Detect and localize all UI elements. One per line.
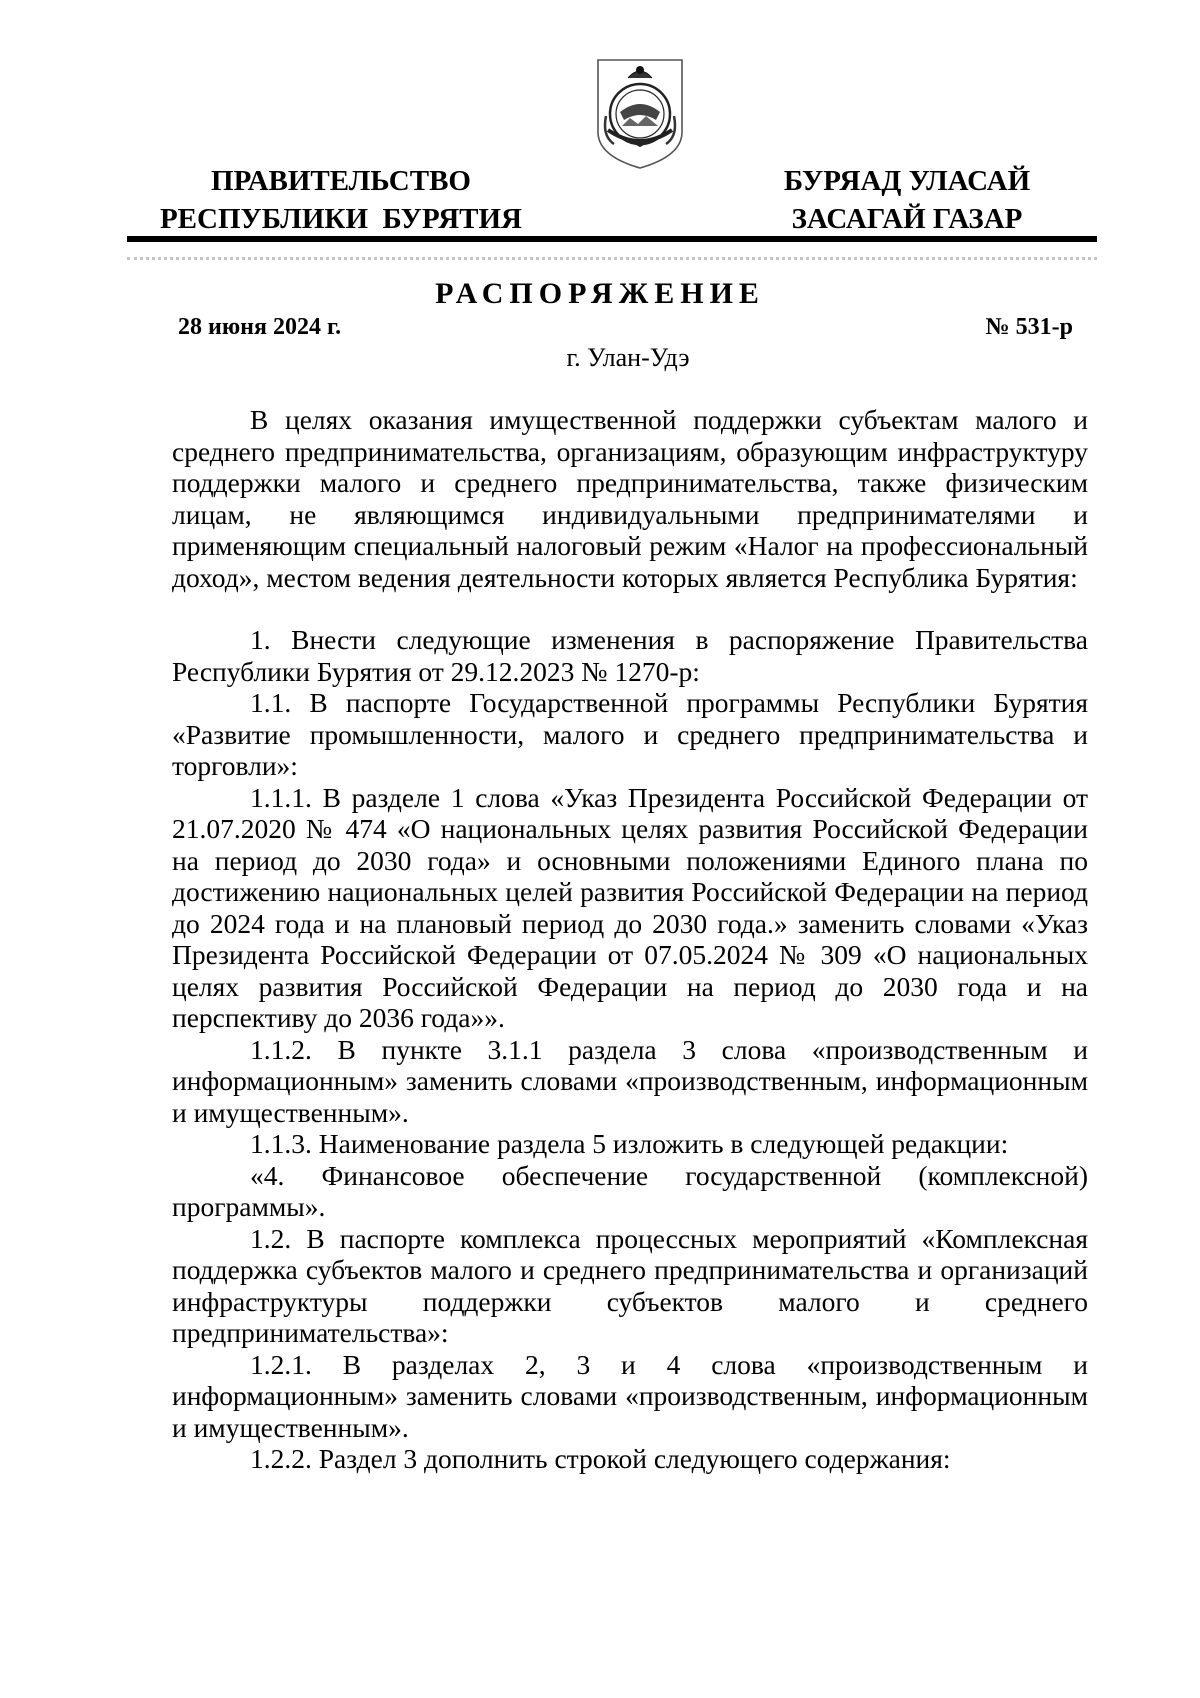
paragraph-1-2-2: 1.2.2. Раздел 3 дополнить строкой следующего содержания: bbox=[250, 1443, 951, 1474]
coat-of-arms-icon bbox=[594, 56, 686, 172]
paragraph-1-2-1: 1.2.1. В разделах 2, 3 и 4 слова «производственным и информационным» заменить словами «производственным, информационным и имущественным». bbox=[172, 1348, 1088, 1443]
preamble: В целях оказания имущественной поддержки субъектам малого и среднего предпринимательства, организациям, образующим инфраструктуру поддержки малого и среднего предпринимательства, также физическим лицам, не являющимся индивидуальными предпринимателями и применяющим специальный налоговый режим «Налог на профессиональный доход», местом ведения деятельности которых является Республика Бурятия: bbox=[172, 404, 1088, 593]
document-title: РАСПОРЯЖЕНИЕ bbox=[435, 277, 765, 310]
header-left-line-2: РЕСПУБЛИКИ БУРЯТИЯ bbox=[159, 203, 523, 235]
document-number: № 531-р bbox=[985, 314, 1073, 340]
paragraph-1: 1. Внести следующие изменения в распоряжение Правительства Республики Бурятия от 29.12.2023 № 1270-р: bbox=[172, 624, 1088, 687]
header-left bbox=[150, 162, 532, 238]
paragraph-1-1-1: 1.1.1. В разделе 1 слова «Указ Президента Российской Федерации от 21.07.2020 № 474 «О национальных целях развития Российской Федерации на период до 2030 года» и основными положениями Единого плана по достижению национальных целей развития Российской Федерации на период до 2024 года и на плановый период до 2030 года.» заменить словами «Указ Президента Российской Федерации от 07.05.2024 № 309 «О национальных целях развития Российской Федерации на период до 2030 года и на перспективу до 2036 года»». bbox=[172, 781, 1088, 1033]
quoted-section-title: «4. Финансовое обеспечение государственной (комплексной) программы». bbox=[172, 1159, 1088, 1222]
paragraph-1-2: 1.2. В паспорте комплекса процессных мероприятий «Комплексная поддержка субъектов малого и среднего предпринимательства и организаций инфраструктуры поддержки субъектов малого и среднего предпринимательства»: bbox=[172, 1222, 1088, 1348]
paragraph-1-1: 1.1. В паспорте Государственной программы Республики Бурятия «Развитие промышленности, малого и среднего предпринимательства и торговли»: bbox=[172, 687, 1088, 781]
paragraph-1-1-3: 1.1.3. Наименование раздела 5 изложить в следующей редакции: bbox=[250, 1128, 1009, 1159]
header-right-line-2: ЗАСАГАЙ ГАЗАР bbox=[791, 203, 1023, 235]
document-body bbox=[172, 404, 1088, 1475]
paragraph-1-1-2: 1.1.2. В пункте 3.1.1 раздела 3 слова «производственным и информационным» заменить словами «производственным, информационным и имущественным». bbox=[172, 1033, 1088, 1128]
document-city: г. Улан-Удэ bbox=[566, 343, 690, 372]
header-right bbox=[762, 162, 1052, 238]
header-divider-thick bbox=[127, 236, 1097, 242]
document-date: 28 июня 2024 г. bbox=[178, 314, 342, 340]
header-left-line-1: ПРАВИТЕЛЬСТВО bbox=[211, 165, 471, 197]
header-right-line-1: БУРЯАД УЛАСАЙ bbox=[783, 165, 1031, 197]
header-divider-thin bbox=[127, 257, 1097, 260]
